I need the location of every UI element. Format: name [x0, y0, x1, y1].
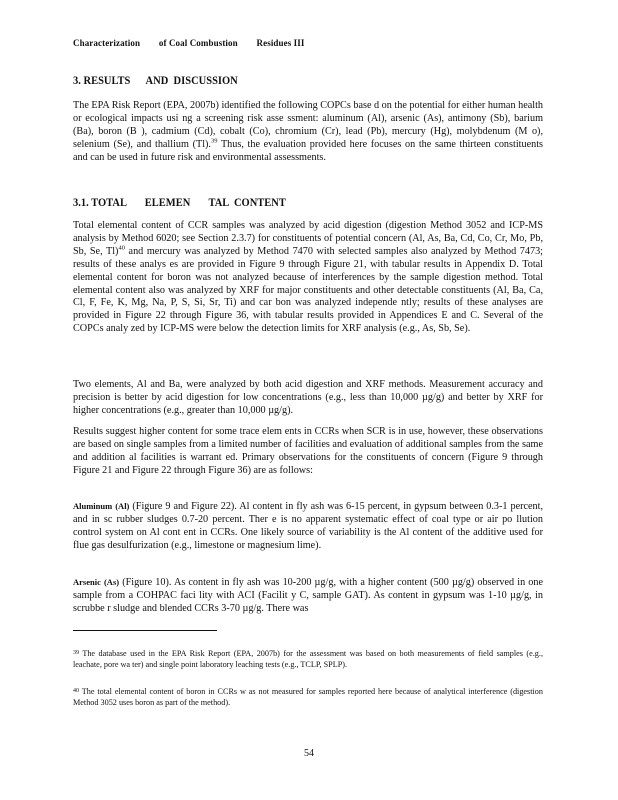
section-3-1-paragraph-1: Total elemental content of CCR samples was analyzed by acid digestion (digestion Method 3052 and ICP-MS analysis by Method 6020; see Section 2.3.7) for constituents of potential concern (Al, As, Ba, Cd, Co, Cr, Mo, Pb, Sb, Se, Tl)$^{40}$ and mercury was analyzed by Method 7470 with selected samples also analyzed by Method 7473; results of these analys es are provided in Figure 9 through Figure 21, with tabular results in Appendix D. Total elemental content for boron was not analyzed because of interferences by the sample digestion method. Total elemental content also was analyzed by XRF for major constituents and other detectable constituents (Al, Ba, Ca, Cl, F, Fe, K, Mg, Na, P, S, Si, Sr, Ti) and car bon was analyzed independe ntly; results of these analyses are provided in Figure 22 through Figure 36, with tabular results provided in Appendices E and C. Several of the COPCs analy zed by ICP-MS were below the detection limits for XRF analysis (e.g., As, Sb, Se). — [73, 220, 543, 335]
arsenic-paragraph: Arsenic (As) (Figure 10). As content in fly ash was 10-200 µg/g, with a higher content (500 µg/g) observed in one sample from a COHPAC faci lity with ACI (Facilit y C, sample GAT). As content in gypsum was 1-10 µg/g, in scrubbe r sludge and blended CCRs 3-70 µg/g. There was — [73, 577, 543, 614]
footnote-ref-39: 39 — [210, 137, 218, 145]
running-header — [73, 38, 305, 48]
header-left: Characterization — [73, 38, 141, 48]
aluminum-label: Aluminum — [73, 501, 113, 511]
footnote-ref-40: 40 — [118, 244, 125, 252]
footnote-number: 39 — [73, 650, 79, 656]
arsenic-symbol: (As) — [103, 577, 120, 587]
header-right: Residues III — [256, 38, 305, 48]
section-3-1-paragraph-2: Two elements, Al and Ba, were analyzed by both acid digestion and XRF methods. Measurement accuracy and precision is better by acid digestion for low concentrations (e.g., less than 10,000 µg/g) and better by XRF for higher concentrations (e.g., greater than 10,000 µg/g). — [73, 379, 543, 416]
page-number: 54 — [304, 748, 314, 759]
footnote-40: $^{40}$ The total elemental content of boron in CCRs w as not measured for samples reported here because of analytical interference (digestion Method 3052 uses boron as part of the method). — [73, 687, 543, 708]
section-3-paragraph: The EPA Risk Report (EPA, 2007b) identified the following COPCs base d on the potential for either human health or ecological impacts usi ng a screening risk asse ssment: aluminum (Al), arsenic (As), antimony (Sb), barium (Ba), boron (B ), cadmium (Cd), cobalt (Co), chromium (Cr), lead (Pb), mercury (Hg), molybdenum (M o), selenium (Se), and thallium (Tl).$^{39}$ Thus, the evaluation provided here focuses on the same thirteen constituents and can be used in future risk and environmental assessments. — [73, 100, 543, 163]
section-3-1-paragraph-3: Results suggest higher content for some trace elem ents in CCRs when SCR is in use, however, these observations are based on single samples from a limited number of facilities and evaluation of additional samples from the same and addition al facilities is warrant ed. Primary observations for the constituents of concern (Figure 9 through Figure 21 and Figure 22 through Figure 36) are as follows: — [73, 426, 543, 476]
header-middle: of Coal Combustion — [158, 38, 238, 48]
footnote-number: 40 — [73, 688, 79, 694]
footnote-separator — [73, 630, 217, 631]
aluminum-paragraph: Aluminum (Al) (Figure 9 and Figure 22). Al content in fly ash was 6-15 percent, in gypsum between 0.3-1 percent, and in sc rubber sludges 0.7-20 percent. Ther e is no apparent systematic effect of coal type or air po llution control system on Al cont ent in CCRs. One likely source of variability is the Al content of the additive used for flue gas desulfurization (e.g., limestone or magnesium lime). — [73, 501, 544, 551]
section-3-1-heading: 3.1. TOTAL ELEMEN TAL CONTENT — [73, 197, 286, 210]
arsenic-label: Arsenic — [73, 577, 101, 587]
aluminum-symbol: (Al) — [115, 501, 130, 511]
section-3-heading: 3. RESULTS AND DISCUSSION — [73, 75, 238, 88]
footnote-39: $^{39}$ The database used in the EPA Risk Report (EPA, 2007b) for the assessment was based on both measurements of field samples (e.g., leachate, pore wa ter) and single point laboratory leaching tests (e.g., TCLP, SPLP). — [73, 649, 543, 670]
